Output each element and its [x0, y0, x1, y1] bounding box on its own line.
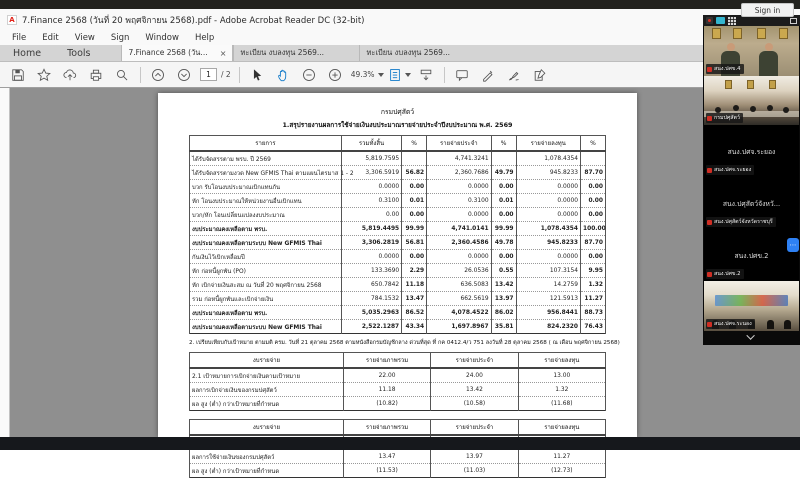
plus-circle-icon — [328, 68, 342, 82]
value-cell: 0.0000 — [341, 250, 401, 264]
value-cell: 2,360.7686 — [427, 166, 491, 180]
participant-tile[interactable] — [704, 281, 799, 331]
sign-button[interactable] — [504, 65, 524, 85]
column-header: % — [402, 136, 427, 152]
value-cell: 0.0000 — [427, 180, 491, 194]
hand-tool-button[interactable] — [273, 65, 293, 85]
popout-icon[interactable] — [790, 18, 797, 24]
acrobat-app-icon: A — [7, 15, 17, 25]
menu-help[interactable]: Help — [194, 32, 215, 43]
participant-name-badge — [706, 64, 744, 74]
value-cell: 99.99 — [402, 222, 427, 236]
value-cell — [402, 151, 427, 166]
value-cell: 0.00 — [491, 250, 516, 264]
value-cell: 4,078.4522 — [427, 306, 491, 320]
value-cell: 4,741.3241 — [427, 151, 491, 166]
row-label-cell: ผลการเบิกจ่ายเงินของกรมปศุสัตว์ — [190, 383, 344, 397]
participant-tile[interactable] — [704, 125, 799, 177]
column-header: % — [581, 136, 606, 152]
value-cell: 5,819.4495 — [341, 222, 401, 236]
tab-close-icon[interactable]: × — [219, 48, 227, 58]
comment-button[interactable] — [452, 65, 472, 85]
value-cell: 49.79 — [491, 166, 516, 180]
value-cell: 1,078.4354 — [516, 222, 580, 236]
row-label-cell: ได้รับจัดสรรตาม พรบ. ปี 2569 — [190, 151, 342, 166]
value-cell: 87.70 — [581, 166, 606, 180]
row-label-cell: หัก โอนงบประมาณให้หน่วยงานอื่นเบิกแทน — [190, 194, 342, 208]
fill-sign-button[interactable] — [530, 65, 550, 85]
table-row — [190, 208, 606, 222]
value-cell — [491, 151, 516, 166]
column-header: รายจ่ายประจำ — [431, 420, 518, 436]
column-header: รวมทั้งสิ้น — [341, 136, 401, 152]
value-cell: 0.00 — [581, 194, 606, 208]
tab-bar — [0, 45, 800, 62]
value-cell: 76.43 — [581, 320, 606, 334]
highlight-button[interactable] — [478, 65, 498, 85]
participant-display-name: สนง.ปศุสัตว์จังหวั... — [722, 199, 781, 208]
document-tab-label: 7.Finance 2568 (วัน... — [128, 48, 208, 57]
value-cell: 636.5083 — [427, 278, 491, 292]
value-cell: 13.97 — [491, 292, 516, 306]
value-cell: 0.00 — [581, 208, 606, 222]
row-label-cell: ได้รับจัดสรรตามงวด New GFMIS Thai ตามแผนไตรมาส 1 - 2 — [190, 166, 342, 180]
value-cell: 824.2320 — [516, 320, 580, 334]
taskbar[interactable] — [0, 437, 800, 450]
value-cell: 0.0000 — [516, 250, 580, 264]
value-cell: 26.0536 — [427, 264, 491, 278]
fit-width-icon — [419, 68, 433, 82]
value-cell: 0.0000 — [427, 208, 491, 222]
value-cell: 1.32 — [518, 383, 605, 397]
value-cell: 43.34 — [402, 320, 427, 334]
window-titlebar — [0, 9, 800, 30]
participant-name: สนง.ปศจ.ระนอง — [714, 321, 752, 327]
column-header: รายจ่ายลงทุน — [518, 353, 605, 369]
star-button[interactable] — [34, 65, 54, 85]
highlighter-icon — [481, 68, 495, 82]
row-label-cell: บวก/หัก โอนเปลี่ยนแปลงงบประมาณ — [190, 208, 342, 222]
value-cell: 3,306.2819 — [341, 236, 401, 250]
value-cell: 3,306.5919 — [341, 166, 401, 180]
menu-edit[interactable]: Edit — [42, 32, 59, 43]
zoom-level-dropdown[interactable] — [351, 70, 384, 79]
document-view-area — [0, 88, 800, 475]
value-cell: 121.5913 — [516, 292, 580, 306]
column-header: รายจ่ายภาพรวม — [343, 420, 430, 436]
menu-window[interactable]: Window — [145, 32, 179, 43]
row-label-cell: 2.1 เป้าหมายการเบิกจ่ายเงินตามเป้าหมาย — [190, 368, 344, 383]
column-header: รายจ่ายประจำ — [431, 353, 518, 369]
value-cell: 11.27 — [518, 450, 605, 464]
value-cell: 86.52 — [402, 306, 427, 320]
value-cell: (10.82) — [343, 397, 430, 411]
value-cell: 56.81 — [402, 236, 427, 250]
document-org-heading: กรมปศุสัตว์ — [380, 108, 415, 116]
value-cell: 662.5619 — [427, 292, 491, 306]
value-cell: 99.99 — [491, 222, 516, 236]
desktop-top-strip — [0, 0, 800, 9]
value-cell: 13.47 — [402, 292, 427, 306]
table-row — [190, 166, 606, 180]
show-more-participants-button[interactable] — [703, 331, 800, 343]
table-row — [190, 292, 606, 306]
page-down-icon — [177, 68, 191, 82]
participant-tile[interactable] — [704, 26, 799, 76]
tab-tools[interactable]: Tools — [67, 47, 91, 59]
table-header-row — [190, 136, 606, 152]
value-cell: 49.78 — [491, 236, 516, 250]
column-header: งบรายจ่าย — [190, 420, 344, 436]
value-cell: 0.0000 — [516, 180, 580, 194]
participant-display-name: สนง.ปศจ.ระยอง — [727, 147, 776, 156]
window-title: 7.Finance 2568 (วันที่ 20 พฤศจิกายน 2568).pdf - Adobe Acrobat Reader DC (32-bit) — [22, 15, 365, 26]
value-cell: 0.3100 — [341, 194, 401, 208]
value-cell: 0.00 — [341, 208, 401, 222]
pdf-page — [158, 93, 637, 475]
side-panel-toggle-button[interactable]: ⋯ — [787, 238, 799, 252]
participant-name-badge — [706, 319, 755, 329]
value-cell: 11.18 — [343, 383, 430, 397]
cursor-icon — [250, 68, 264, 82]
org-logo-icon — [707, 322, 712, 327]
value-cell: (11.53) — [343, 464, 430, 478]
previous-page-button[interactable] — [148, 65, 168, 85]
minus-circle-icon — [302, 68, 316, 82]
document-tab[interactable] — [233, 45, 359, 61]
budget-summary-table — [189, 135, 606, 334]
value-cell: 1.32 — [581, 278, 606, 292]
row-label-cell: ผล สูง (ต่ำ) กว่าเป้าหมายที่กำหนด — [190, 464, 344, 478]
zoom-out-button[interactable] — [299, 65, 319, 85]
value-cell: 0.00 — [581, 250, 606, 264]
comment-icon — [455, 68, 469, 82]
table-row — [190, 264, 606, 278]
row-label-cell: งบประมาณคงเหลือตาม พรบ. — [190, 306, 342, 320]
value-cell — [581, 151, 606, 166]
select-tool-button[interactable] — [247, 65, 267, 85]
row-label-cell: รวม ก่อหนี้ผูกพันและเบิกจ่ายเงิน — [190, 292, 342, 306]
disbursement-target-table — [189, 352, 606, 411]
printer-icon — [89, 68, 103, 82]
org-logo-icon — [707, 220, 712, 225]
row-label-cell: บวก รับโอนงบประมาณเบิกแทนกัน — [190, 180, 342, 194]
zoom-in-button[interactable] — [325, 65, 345, 85]
table-row — [190, 236, 606, 250]
participant-name-badge — [706, 113, 743, 123]
column-header: รายจ่ายภาพรวม — [343, 353, 430, 369]
participant-name: สนง.ปศจ.ระยอง — [714, 167, 752, 173]
value-cell: 0.3100 — [427, 194, 491, 208]
toolbar — [0, 62, 800, 88]
value-cell: 0.00 — [581, 180, 606, 194]
cloud-upload-icon — [63, 68, 77, 82]
column-header: รายจ่ายลงทุน — [518, 420, 605, 436]
fountain-pen-icon — [507, 68, 521, 82]
document-tab[interactable] — [359, 45, 485, 61]
participant-display-name: สนง.ปศข.2 — [734, 251, 769, 260]
tab-home[interactable]: Home — [13, 47, 42, 59]
participant-name-badge — [706, 217, 776, 227]
save-button[interactable] — [8, 65, 28, 85]
value-cell: 0.00 — [402, 250, 427, 264]
value-cell: (10.58) — [431, 397, 518, 411]
value-cell: 87.70 — [581, 236, 606, 250]
org-logo-icon — [707, 168, 712, 173]
gallery-view-icon[interactable] — [728, 17, 736, 25]
participant-tile[interactable] — [704, 177, 799, 229]
speaker-view-icon[interactable] — [716, 17, 725, 24]
participant-tile-active-speaker[interactable] — [704, 76, 799, 125]
toolbar-divider — [239, 67, 240, 83]
participant-tile[interactable] — [704, 229, 799, 281]
value-cell: 88.73 — [581, 306, 606, 320]
table-header-row — [190, 353, 606, 369]
value-cell: 0.01 — [491, 194, 516, 208]
row-label-cell: กันเงินไว้เบิกเหลื่อมปี — [190, 250, 342, 264]
share-button[interactable] — [60, 65, 80, 85]
save-icon — [11, 68, 25, 82]
value-cell: 1,697.8967 — [427, 320, 491, 334]
value-cell: 86.02 — [491, 306, 516, 320]
value-cell: 35.81 — [491, 320, 516, 334]
table-row — [190, 450, 606, 464]
value-cell: 0.00 — [491, 180, 516, 194]
value-cell: 945.8233 — [516, 166, 580, 180]
value-cell: (12.73) — [518, 464, 605, 478]
table-row — [190, 278, 606, 292]
value-cell: 56.82 — [402, 166, 427, 180]
print-button[interactable] — [86, 65, 106, 85]
value-cell: 0.00 — [402, 208, 427, 222]
conference-app-icon — [706, 17, 713, 24]
menu-sign[interactable]: Sign — [110, 32, 130, 43]
value-cell: 0.0000 — [516, 208, 580, 222]
table-row — [190, 464, 606, 478]
table-row — [190, 368, 606, 383]
value-cell: 650.7842 — [341, 278, 401, 292]
toolbar-divider — [140, 67, 141, 83]
hand-icon — [276, 68, 290, 82]
table-row — [190, 306, 606, 320]
value-cell: 5,819.7595 — [341, 151, 401, 166]
column-header: รายการ — [190, 136, 342, 152]
row-label-cell: หัก ก่อหนี้ผูกพัน (PO) — [190, 264, 342, 278]
value-cell: 0.0000 — [341, 180, 401, 194]
value-cell: 2,360.4586 — [427, 236, 491, 250]
value-cell: 107.3154 — [516, 264, 580, 278]
row-label-cell: งบประมาณคงเหลือตามระบบ New GFMIS Thai — [190, 236, 342, 250]
table-row — [190, 222, 606, 236]
value-cell: 945.8233 — [516, 236, 580, 250]
value-cell: 13.42 — [491, 278, 516, 292]
value-cell: 0.00 — [402, 180, 427, 194]
row-label-cell: ผลการใช้จ่ายเงินของกรมปศุสัตว์ — [190, 450, 344, 464]
table-row — [190, 383, 606, 397]
table-row — [190, 151, 606, 166]
sign-in-button[interactable]: Sign in — [741, 3, 794, 17]
page-count-label: / 2 — [221, 70, 231, 79]
menu-file[interactable]: File — [12, 32, 27, 43]
chevron-down-icon — [746, 331, 754, 339]
zoom-level-value: 49.3% — [350, 70, 375, 79]
table-row — [190, 180, 606, 194]
participant-name: กรมปศุสัตว์ — [714, 115, 740, 121]
value-cell: 9.95 — [581, 264, 606, 278]
value-cell: 24.00 — [431, 368, 518, 383]
column-header: งบรายจ่าย — [190, 353, 344, 369]
value-cell: 11.18 — [402, 278, 427, 292]
participant-name: สนง.ปศข.2 — [714, 271, 741, 277]
table-header-row — [190, 420, 606, 436]
page-number-input[interactable]: 1 — [200, 68, 217, 81]
star-icon — [37, 68, 51, 82]
table-row — [190, 320, 606, 334]
value-cell: 784.1532 — [341, 292, 401, 306]
value-cell: 0.00 — [491, 208, 516, 222]
column-header: รายจ่ายลงทุน — [516, 136, 580, 152]
value-cell: 956.8441 — [516, 306, 580, 320]
table-row — [190, 397, 606, 411]
value-cell: 11.27 — [581, 292, 606, 306]
value-cell: 2.29 — [402, 264, 427, 278]
scrolling-mode-button[interactable] — [416, 65, 436, 85]
value-cell: (11.03) — [431, 464, 518, 478]
value-cell: 0.01 — [402, 194, 427, 208]
document-tab-label: ทะเบียน งบลงทุน 2569... — [240, 48, 325, 57]
row-label-cell: งบประมาณคงเหลือตามระบบ New GFMIS Thai — [190, 320, 342, 334]
row-label-cell: ผล สูง (ต่ำ) กว่าเป้าหมายที่กำหนด — [190, 397, 344, 411]
value-cell: 22.00 — [343, 368, 430, 383]
document-section1-title: 1.สรุปรายงานผลการใช้จ่ายเงินงบประมาณรายจ่ายประจำปีงบประมาณ พ.ศ. 2569 — [282, 121, 513, 129]
left-panel-rail[interactable] — [0, 88, 10, 437]
page-display-dropdown[interactable] — [390, 65, 410, 85]
toolbar-divider — [444, 67, 445, 83]
row-label-cell: งบประมาณคงเหลือตาม พรบ. — [190, 222, 342, 236]
chevron-down-icon — [405, 73, 411, 77]
document-tab-active[interactable] — [121, 45, 233, 61]
participant-name-badge — [706, 165, 754, 175]
value-cell: 4,741.0141 — [427, 222, 491, 236]
find-button[interactable] — [112, 65, 132, 85]
chevron-down-icon — [378, 73, 384, 77]
column-header: รายจ่ายประจำ — [427, 136, 491, 152]
video-conference-window — [703, 15, 800, 345]
value-cell: 1,078.4354 — [516, 151, 580, 166]
menu-bar — [0, 30, 800, 45]
participant-name: สนง.ปศข.4 — [714, 66, 741, 72]
org-logo-icon — [707, 67, 712, 72]
value-cell: 13.97 — [431, 450, 518, 464]
fill-sign-icon — [533, 68, 547, 82]
value-cell: 0.0000 — [427, 250, 491, 264]
participant-name-badge — [706, 269, 744, 279]
value-cell: 0.55 — [491, 264, 516, 278]
value-cell: 13.00 — [518, 368, 605, 383]
page-display-icon — [388, 68, 402, 82]
participant-name: สนง.ปศุสัตว์จังหวัดราชบุรี — [714, 219, 773, 225]
value-cell: 5,035.2963 — [341, 306, 401, 320]
document-tab-label: ทะเบียน งบลงทุน 2569... — [366, 48, 451, 57]
page-up-icon — [151, 68, 165, 82]
value-cell: 0.0000 — [516, 194, 580, 208]
value-cell: (11.68) — [518, 397, 605, 411]
org-logo-icon — [707, 272, 712, 277]
column-header: % — [491, 136, 516, 152]
document-section2-title: 2. เปรียบเทียบกับเป้าหมาย ตามมติ ครม. วันที่ 21 ตุลาคม 2568 ตามหนังสือกรมบัญชีกลาง ด่วนที่สุด ที่ กค 0412.4/ว 751 ลงวันที่ 28 ตุลาคม 2568 ( ณ เดือน พฤศจิกายน 2568) — [189, 340, 620, 346]
table-row — [190, 250, 606, 264]
value-cell: 2,522.1287 — [341, 320, 401, 334]
value-cell: 100.00 — [581, 222, 606, 236]
table-row — [190, 194, 606, 208]
org-logo-icon — [707, 116, 712, 121]
value-cell: 14.2759 — [516, 278, 580, 292]
menu-view[interactable]: View — [74, 32, 95, 43]
search-icon — [115, 68, 129, 82]
row-label-cell: หัก เบิกจ่ายเงินสะสม ณ วันที่ 20 พฤศจิกายน 2568 — [190, 278, 342, 292]
value-cell: 133.3690 — [341, 264, 401, 278]
next-page-button[interactable] — [174, 65, 194, 85]
value-cell: 13.42 — [431, 383, 518, 397]
value-cell: 13.47 — [343, 450, 430, 464]
